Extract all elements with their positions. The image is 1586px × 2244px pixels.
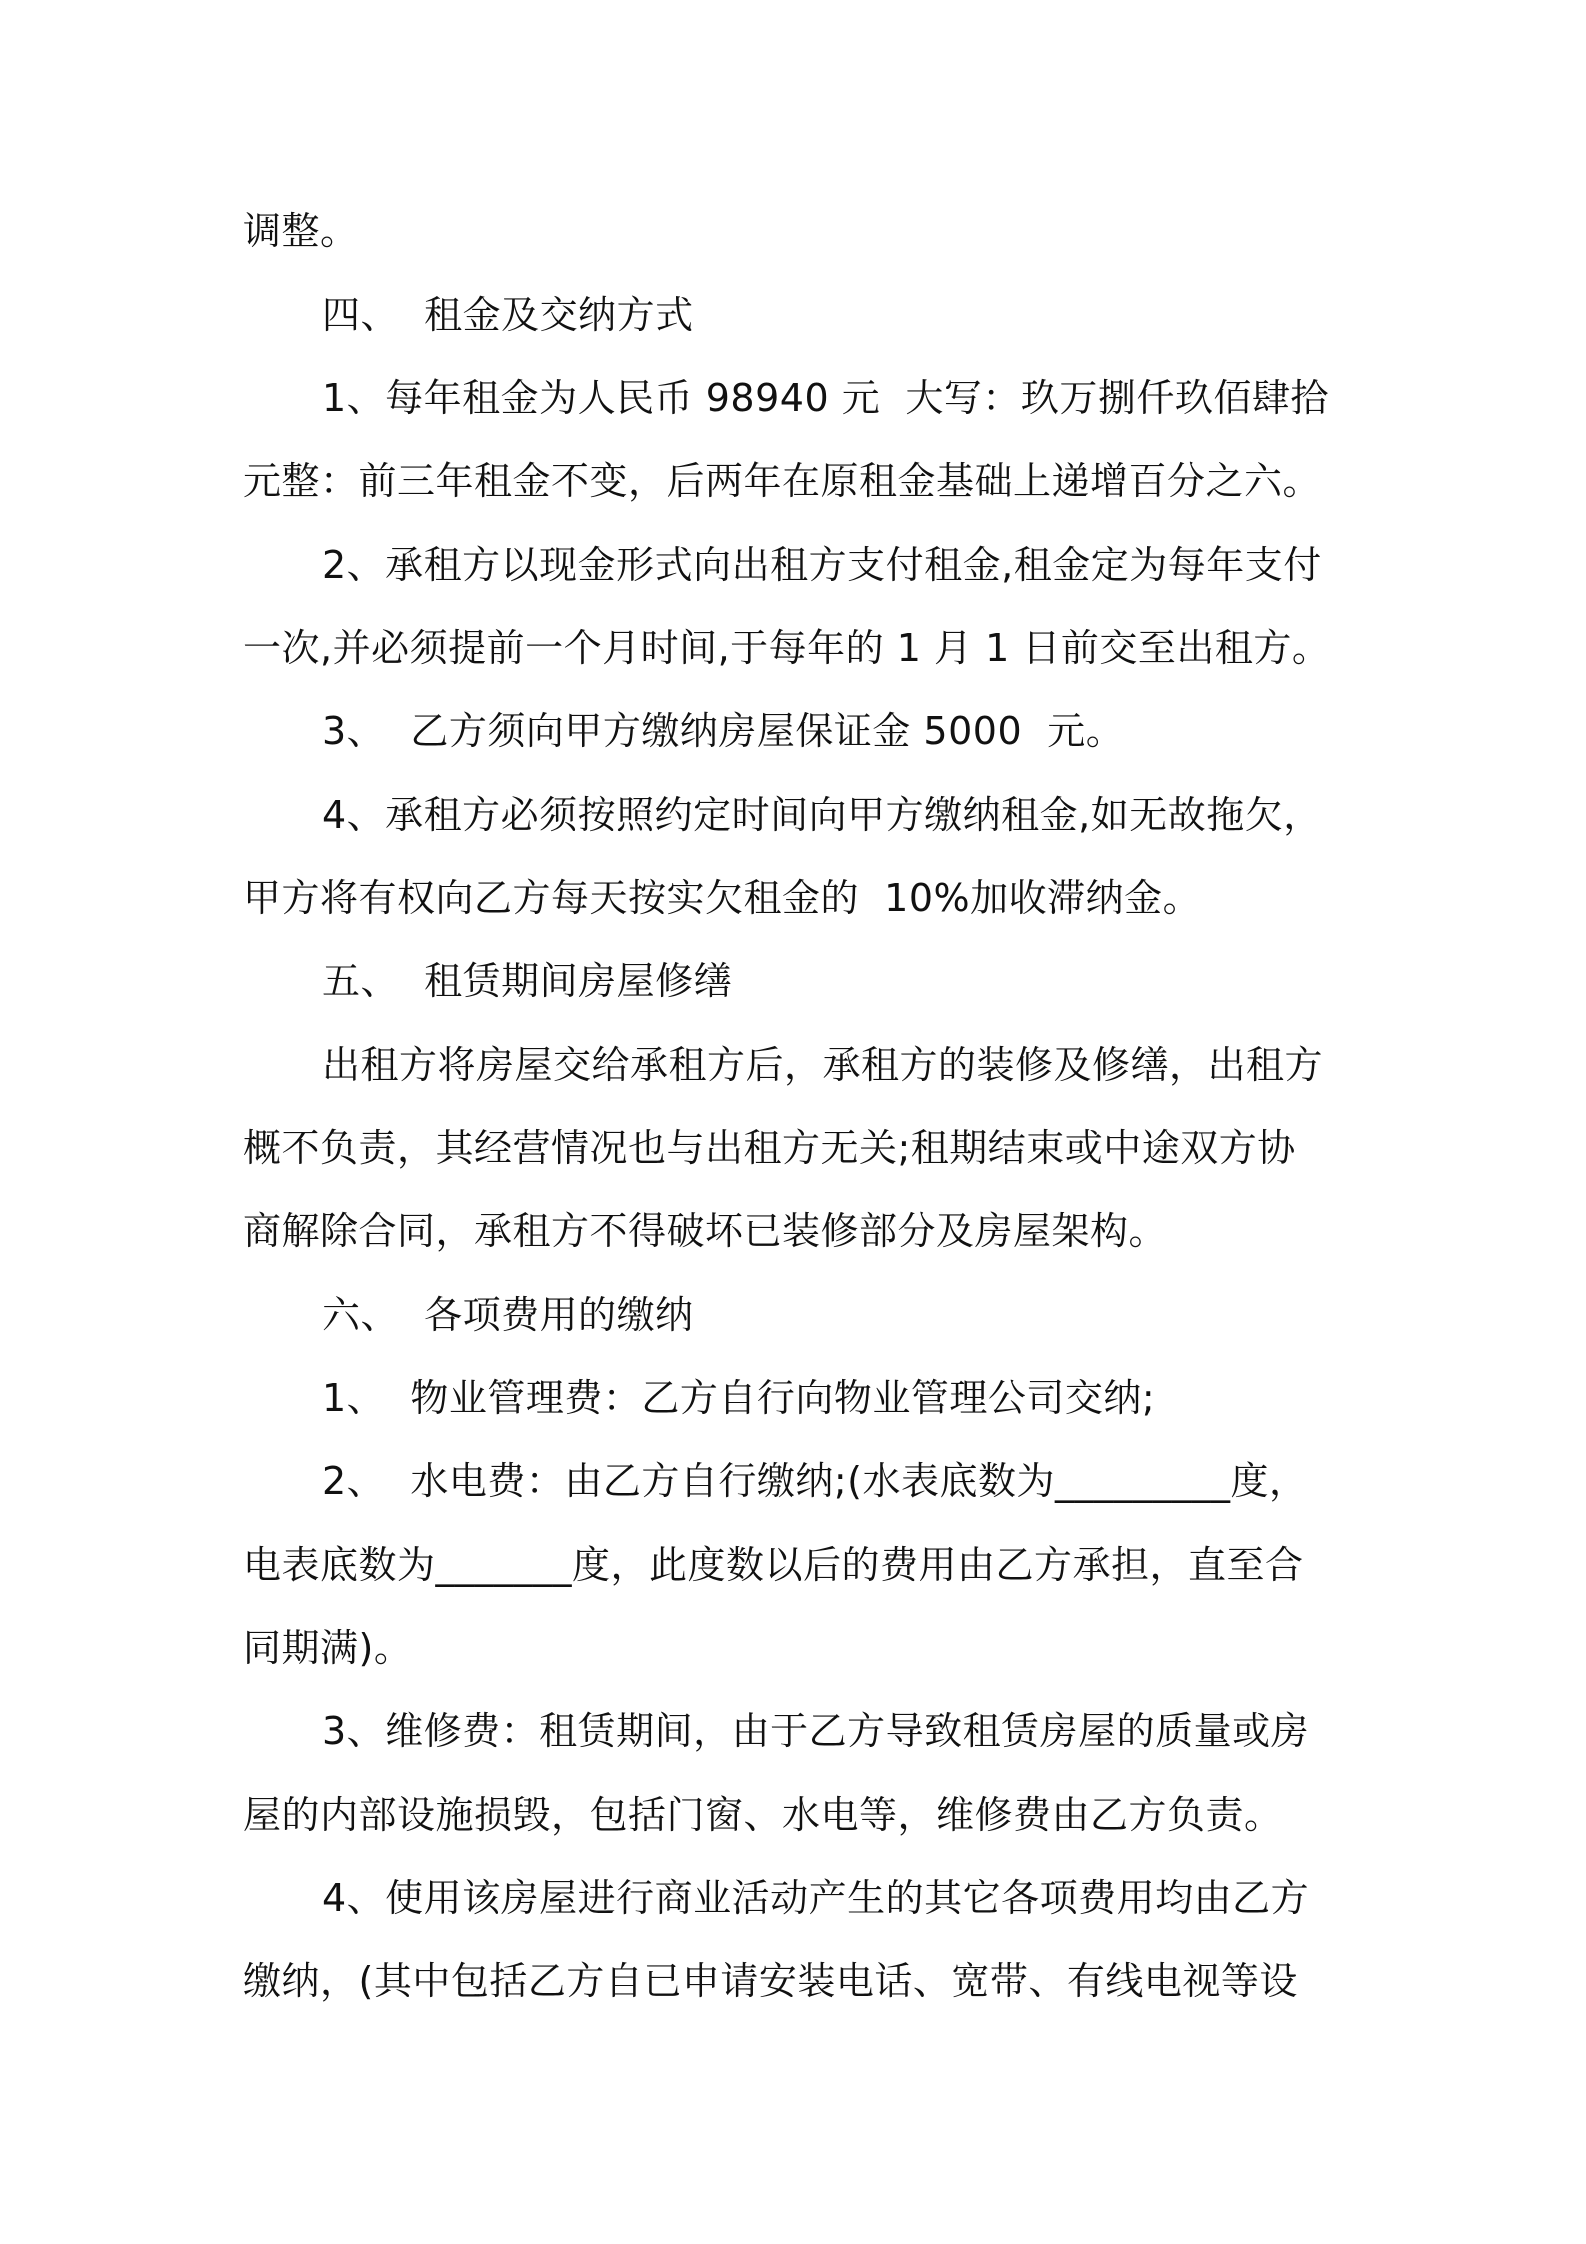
text-line: 3、 乙方须向甲方缴纳房屋保证金 5000 元。 [322, 709, 1125, 753]
section-heading-5: 五、 租赁期间房屋修缮 [322, 959, 733, 1003]
text-line: 3、维修费：租赁期间，由于乙方导致租赁房屋的质量或房 [322, 1709, 1310, 1753]
text-line: 电表底数为_______度，此度数以后的费用由乙方承担，直至合 [243, 1543, 1304, 1587]
text-line: 屋的内部设施损毁，包括门窗、水电等，维修费由乙方负责。 [243, 1793, 1283, 1837]
text-line: 调整。 [243, 209, 359, 253]
text-line: 缴纳，(其中包括乙方自已申请安装电话、宽带、有线电视等设 [243, 1959, 1298, 2003]
text-line: 2、 水电费：由乙方自行缴纳;(水表底数为_________度， [322, 1459, 1308, 1503]
text-line: 元整：前三年租金不变，后两年在原租金基础上递增百分之六。 [243, 459, 1322, 503]
text-line: 2、承租方以现金形式向出租方支付租金,租金定为每年支付 [322, 543, 1322, 587]
text-line: 1、每年租金为人民币 98940 元 大写：玖万捌仟玖佰肆拾 [322, 376, 1329, 420]
section-heading-6: 六、 各项费用的缴纳 [322, 1293, 694, 1337]
text-line: 同期满)。 [243, 1626, 413, 1670]
section-heading-4: 四、 租金及交纳方式 [322, 293, 694, 337]
text-line: 4、承租方必须按照约定时间向甲方缴纳租金,如无故拖欠， [322, 793, 1322, 837]
text-line: 甲方将有权向乙方每天按实欠租金的 10%加收滞纳金。 [243, 876, 1202, 920]
text-line: 1、 物业管理费：乙方自行向物业管理公司交纳; [322, 1376, 1156, 1420]
text-line: 一次,并必须提前一个月时间,于每年的 1 月 1 日前交至出租方。 [243, 626, 1331, 670]
text-line: 出租方将房屋交给承租方后，承租方的装修及修缮，出租方 [322, 1043, 1324, 1087]
text-line: 商解除合同，承租方不得破坏已装修部分及房屋架构。 [243, 1209, 1168, 1253]
text-line: 4、使用该房屋进行商业活动产生的其它各项费用均由乙方 [322, 1876, 1310, 1920]
text-line: 概不负责，其经营情况也与出租方无关;租期结束或中途双方协 [243, 1126, 1296, 1170]
